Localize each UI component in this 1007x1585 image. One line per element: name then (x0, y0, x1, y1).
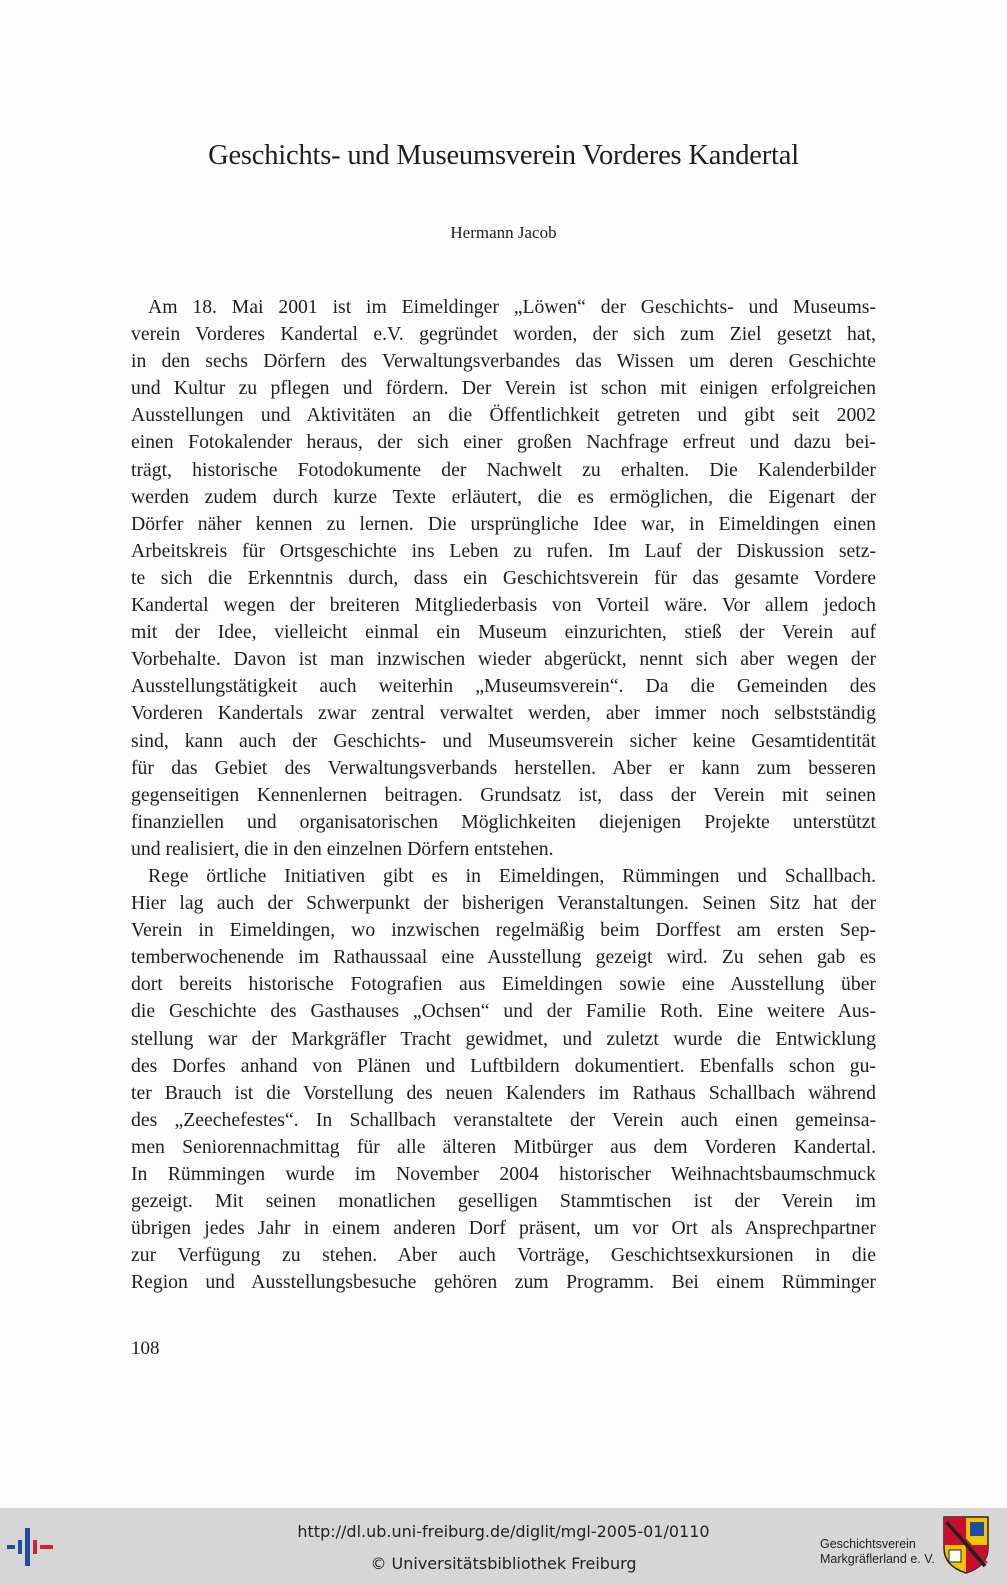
author-name: Hermann Jacob (450, 223, 557, 242)
body-line: finanziellen und organisatorischen Möglichkeiten diejenigen Projekte unterstützt (131, 810, 876, 833)
body-line: einen Fotokalender heraus, der sich einer großen Nachfrage erfreut und dazu bei- (131, 431, 876, 454)
body-line: sind, kann auch der Geschichts- und Museumsverein sicher keine Gesamtidentität (131, 729, 876, 752)
body-line: in den sechs Dörfern des Verwaltungsverbandes das Wissen um deren Geschichte (131, 350, 876, 373)
body-line: Ausstellungstätigkeit auch weiterhin „Museumsverein“. Da die Gemeinden des (131, 675, 876, 698)
body-line: In Rümmingen wurde im November 2004 historischer Weihnachtsbaumschmuck (131, 1163, 876, 1185)
society-name (820, 1537, 935, 1567)
body-line: temberwochenende im Rathaussaal eine Ausstellung gezeigt wird. Zu sehen gab es (131, 946, 876, 969)
body-line: Hier lag auch der Schwerpunkt der bisherigen Veranstaltungen. Seinen Sitz hat der (131, 892, 876, 915)
body-line: ter Brauch ist die Vorstellung des neuen Kalenders im Rathaus Schallbach während (131, 1081, 876, 1104)
body-line: Arbeitskreis für Ortsgeschichte ins Leben zu rufen. Im Lauf der Diskussion setz- (131, 539, 876, 562)
body-line: die Geschichte des Gasthauses „Ochsen“ und der Familie Roth. Eine weitere Aus- (131, 1000, 876, 1023)
citation-footer (0, 1508, 1007, 1585)
body-line: übrigen jedes Jahr in einem anderen Dorf präsent, um vor Ort als Ansprechpartner (131, 1217, 876, 1240)
body-line: des „Zeechefestes“. In Schallbach veranstaltete der Verein auch einen gemeinsa- (131, 1108, 876, 1131)
body-line: Am 18. Mai 2001 ist im Eimeldinger „Löwen“ der Geschichts- und Museums- (148, 296, 876, 318)
body-line: und Kultur zu pflegen und fördern. Der Verein ist schon mit einigen erfolgreichen (131, 377, 876, 400)
body-line: für das Gebiet des Verwaltungsverbands herstellen. Aber er kann zum besseren (131, 756, 876, 779)
body-line: Rege örtliche Initiativen gibt es in Eimeldingen, Rümmingen und Schallbach. (148, 864, 876, 887)
body-line: trägt, historische Fotodokumente der Nachwelt zu erhalten. Die Kalenderbilder (131, 458, 876, 481)
body-line: werden zudem durch kurze Texte erläutert, die es ermöglichen, die Eigenart der (131, 485, 876, 508)
body-line: und realisiert, die in den einzelnen Dörfern entstehen. (131, 837, 554, 860)
copyright-notice: © Universitätsbibliothek Freiburg (370, 1554, 637, 1573)
coat-of-arms-icon (943, 1516, 989, 1574)
body-line: des Dorfes anhand von Plänen und Luftbildern dokumentiert. Ebenfalls schon gu- (131, 1054, 876, 1077)
body-line: Vorderen Kandertals zwar zentral verwaltet werden, aber immer noch selbstständig (131, 702, 876, 725)
society-name-line-1: Geschichtsverein (820, 1537, 916, 1551)
body-line: Kandertal wegen der breiteren Mitgliederbasis von Vorteil wäre. Vor allem jedoch (131, 594, 876, 617)
document-url-link[interactable]: http://dl.ub.uni-freiburg.de/diglit/mgl-2005-01/0110 (297, 1522, 710, 1541)
body-line: te sich die Erkenntnis durch, dass ein Geschichtsverein für das gesamte Vordere (131, 566, 876, 589)
article-title: Geschichts- und Museumsverein Vorderes Kandertal (208, 140, 799, 171)
body-line: men Seniorennachmittag für alle älteren Mitbürger aus dem Vorderen Kandertal. (131, 1135, 876, 1158)
body-line: gegenseitigen Kennenlernen beitragen. Grundsatz ist, dass der Verein mit seinen (131, 783, 876, 806)
body-line: stellung war der Markgräfler Tracht gewidmet, und zuletzt wurde die Entwicklung (131, 1027, 876, 1050)
body-line: dort bereits historische Fotografien aus Eimeldingen sowie eine Ausstellung über (131, 973, 876, 996)
body-line: gezeigt. Mit seinen monatlichen geselligen Stammtischen ist der Verein im (131, 1190, 876, 1213)
body-line: mit der Idee, vielleicht einmal ein Museum einzurichten, stieß der Verein auf (131, 621, 876, 644)
body-line: zur Verfügung zu stehen. Aber auch Vorträge, Geschichtsexkursionen in die (131, 1244, 876, 1267)
body-line: Verein in Eimeldingen, wo inzwischen regelmäßig beim Dorffest am ersten Sep- (131, 919, 876, 942)
page-number: 108 (131, 1338, 160, 1359)
body-line: Vorbehalte. Davon ist man inzwischen wieder abgerückt, nennt sich aber wegen der (131, 648, 876, 671)
body-line: verein Vorderes Kandertal e.V. gegründet worden, der sich zum Ziel gesetzt hat, (131, 323, 876, 346)
society-name-line-2: Markgräflerland e. V. (820, 1552, 935, 1566)
body-line: Ausstellungen und Aktivitäten an die Öffentlichkeit getreten und gibt seit 2002 (131, 404, 876, 427)
body-line: Dörfer näher kennen zu lernen. Die ursprüngliche Idee war, in Eimeldingen einen (131, 512, 876, 535)
body-line: Region und Ausstellungsbesuche gehören zum Programm. Bei einem Rümminger (131, 1271, 876, 1294)
article-body (131, 294, 876, 1296)
